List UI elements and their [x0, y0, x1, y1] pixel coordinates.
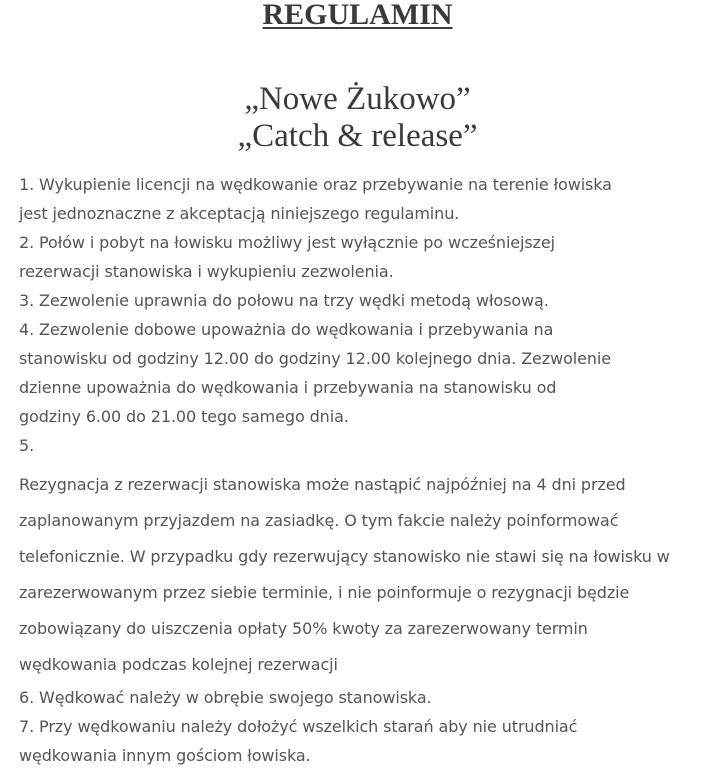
rule-4-line-4: godziny 6.00 do 21.00 tego samego dnia. — [19, 407, 349, 426]
rule-1-line-2: jest jednoznaczne z akceptacją niniejszego regulaminu. — [19, 204, 460, 223]
rule-2-line-1: 2. Połów i pobyt na łowisku możliwy jest wyłącznie po wcześniejszej — [19, 233, 556, 252]
rule-5-line-2: zaplanowanym przyjazdem na zasiadkę. O tym fakcie należy poinformować — [19, 511, 619, 530]
rule-7-line-1: 7. Przy wędkowaniu należy dołożyć wszelkich starań aby nie utrudniać — [19, 717, 578, 736]
page-title: REGULAMIN — [262, 0, 453, 31]
rule-4-line-1: 4. Zezwolenie dobowe upoważnia do wędkowania i przebywania na — [19, 320, 554, 339]
rules-text — [19, 170, 709, 770]
rule-5-line-1: Rezygnacja z rezerwacji stanowiska może nastąpić najpóźniej na 4 dni przed — [19, 475, 626, 494]
rule-1-line-1: 1. Wykupienie licencji na wędkowanie oraz przebywanie na terenie łowiska — [19, 175, 612, 194]
subtitle-catch-release: „Catch & release” — [237, 118, 478, 154]
rule-5-line-6: wędkowania podczas kolejnej rezerwacji — [19, 655, 338, 674]
rule-2-line-2: rezerwacji stanowiska i wykupieniu zezwolenia. — [19, 262, 394, 281]
rule-7-line-2: wędkowania innym gościom łowiska. — [19, 746, 311, 765]
rule-5-line-3: telefonicznie. W przypadku gdy rezerwujący stanowisko nie stawi się na łowisku w — [19, 547, 670, 566]
subtitle-fishery-name: „Nowe Żukowo” — [244, 81, 471, 117]
rule-4-line-2: stanowisku od godziny 12.00 do godziny 12.00 kolejnego dnia. Zezwolenie — [19, 349, 611, 368]
rule-5-line-5: zobowiązany do uiszczenia opłaty 50% kwoty za zarezerwowany termin — [19, 619, 588, 638]
rule-5-number: 5. — [19, 436, 35, 455]
rule-6-line-1: 6. Wędkować należy w obrębie swojego stanowiska. — [19, 688, 432, 707]
rule-4-line-3: dzienne upoważnia do wędkowania i przebywania na stanowisku od — [19, 378, 557, 397]
rule-5-line-4: zarezerwowanym przez siebie terminie, i nie poinformuje o rezygnacji będzie — [19, 583, 630, 602]
rule-3-line-1: 3. Zezwolenie uprawnia do połowu na trzy wędki metodą włosową. — [19, 291, 549, 310]
